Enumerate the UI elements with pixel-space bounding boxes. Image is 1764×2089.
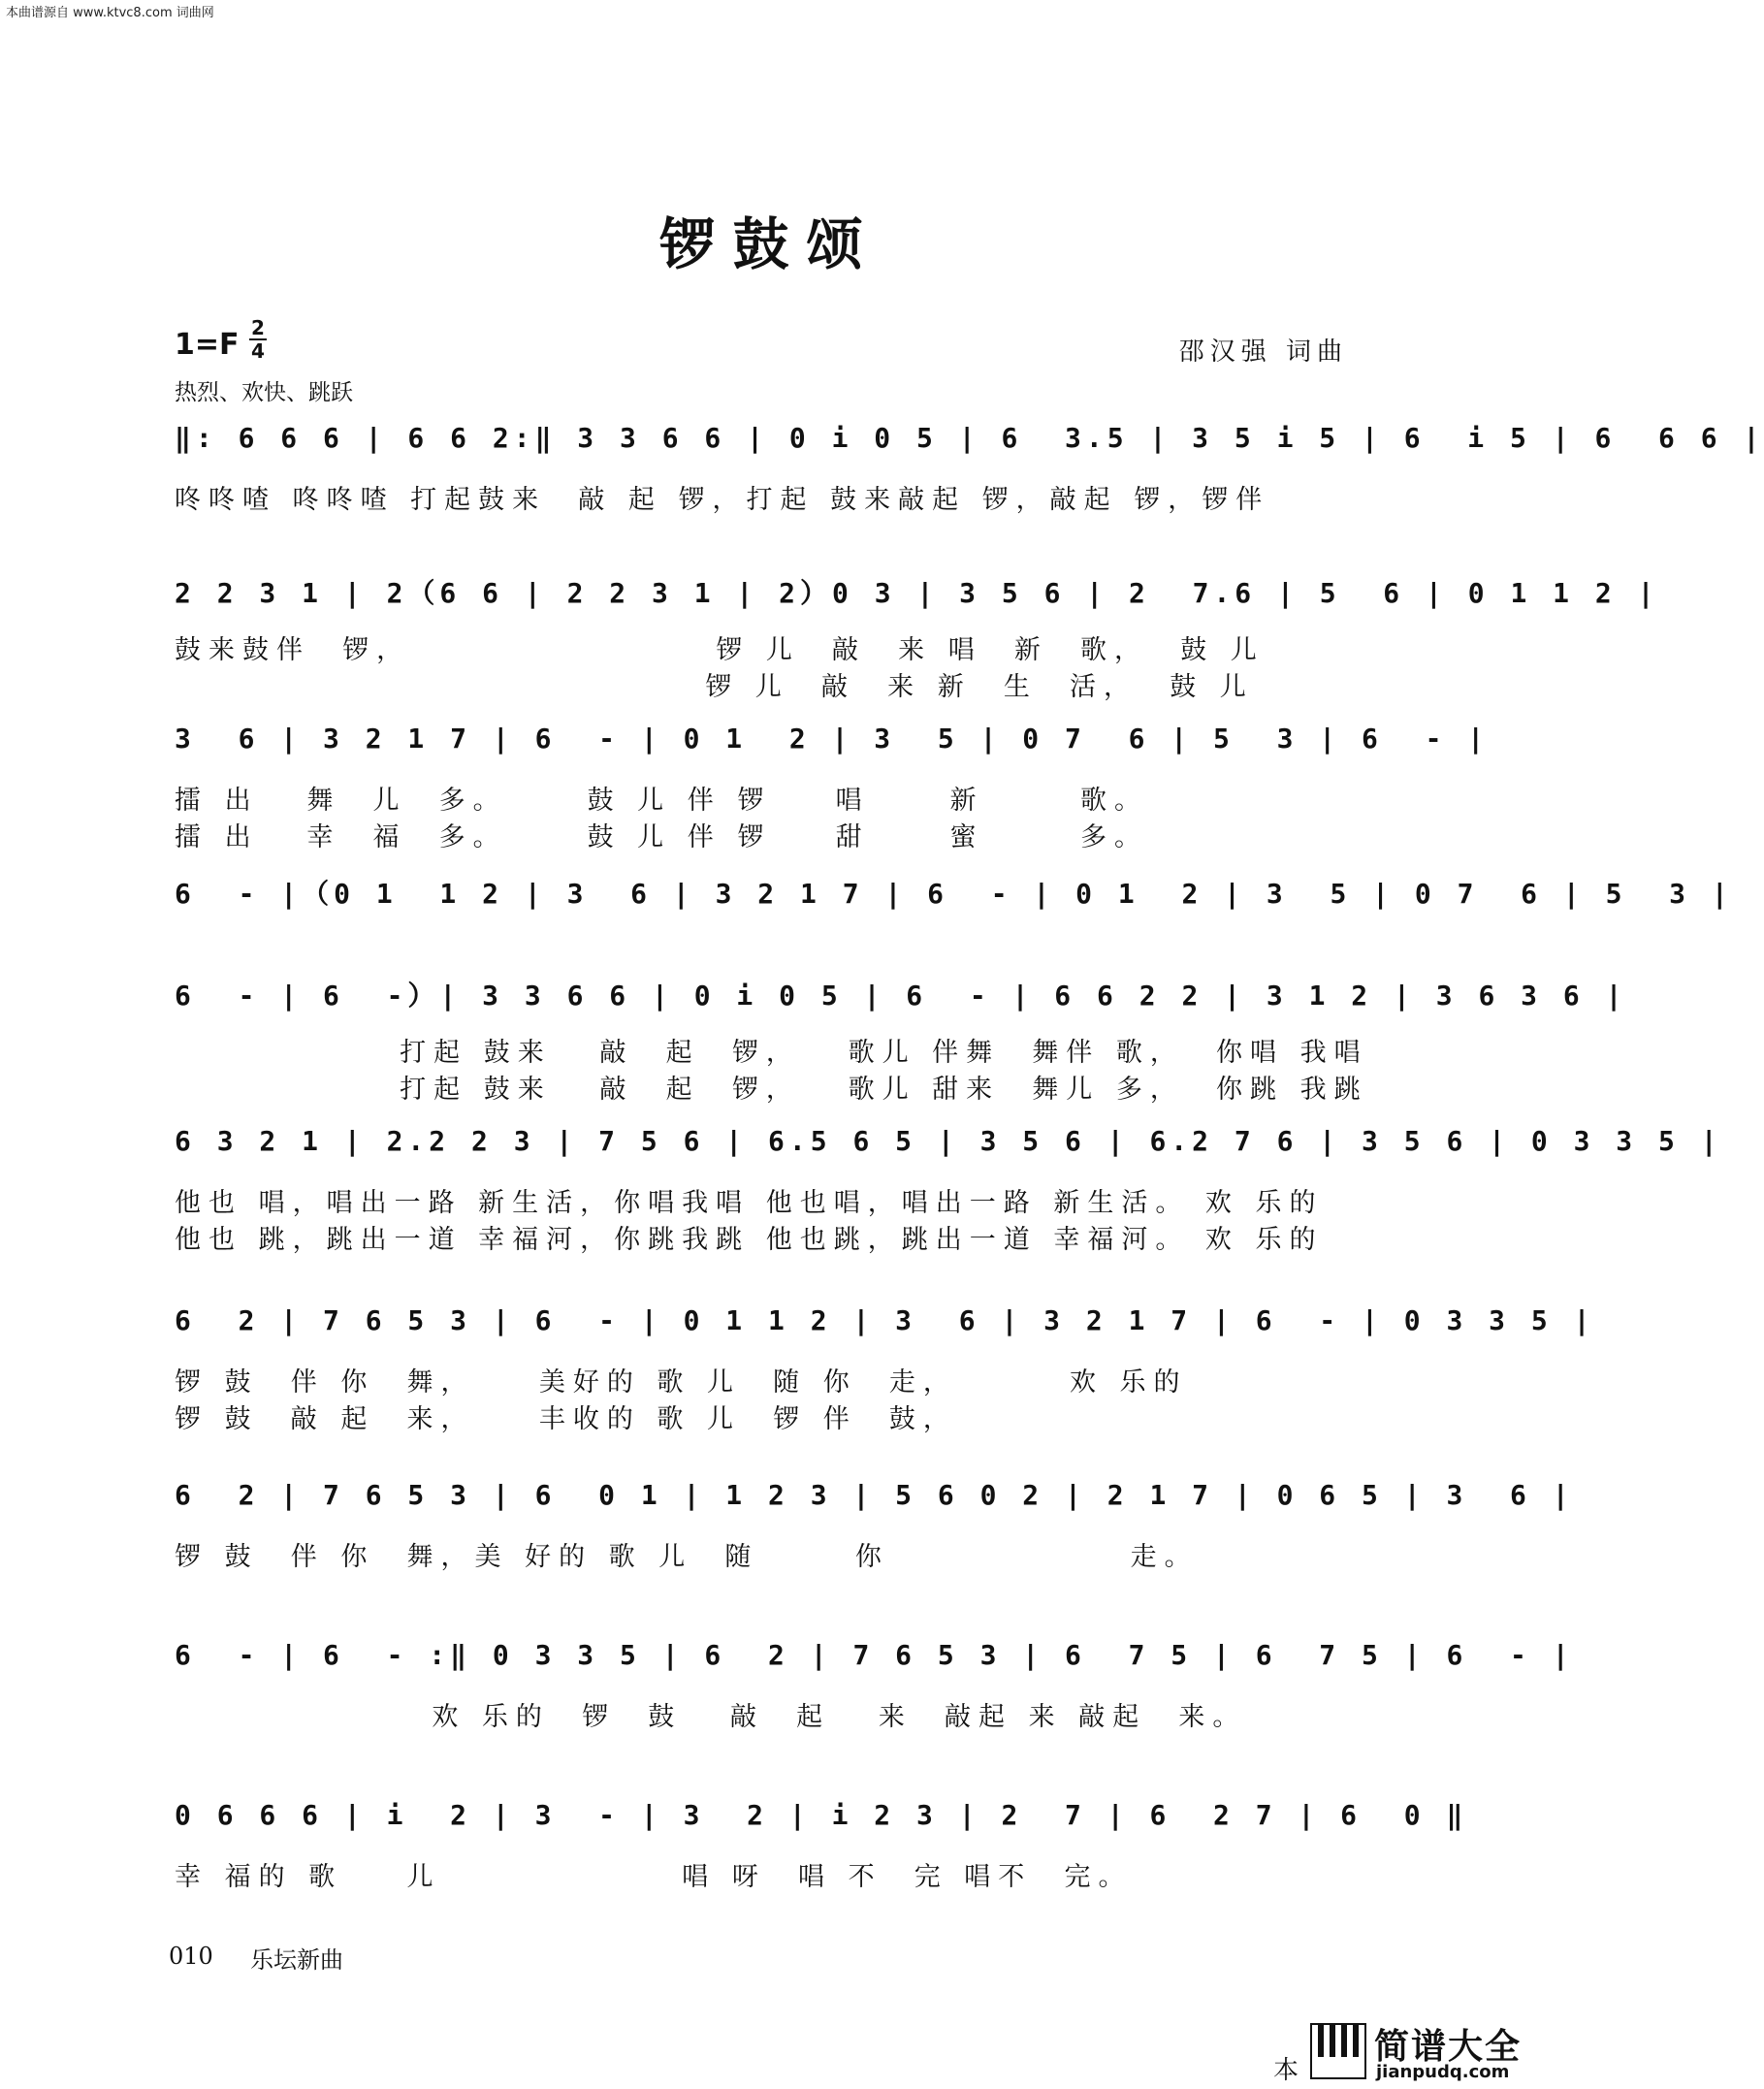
piano-keys-icon [1310,2023,1366,2079]
lyric-line: 欢 乐的 锣 鼓 敲 起 来 敲起 来 敲起 来。 [175,1702,1247,1732]
lyric-line: 鼓来鼓伴 锣， 锣 儿 敲 来 唱 新 歌， 鼓 儿 [175,635,1265,665]
song-title: 锣鼓颂 [658,211,881,277]
time-signature-top: 2 [251,316,265,339]
key-signature: 1=F [175,328,240,362]
notation-line: 6 - |（0 1 1 2 | 3 6 | 3 2 1 7 | 6 - | 0 1 2 | 3 5 | 0 7 6 | 5 3 | [175,878,1733,910]
lyric-line: 咚咚喳 咚咚喳 打起鼓来 敲 起 锣，打起 鼓来敲起 锣，敲起 锣，锣伴 [175,485,1270,515]
lyric-line: 锣 儿 敲 来 新 生 活， 鼓 儿 [175,672,1254,702]
lyric-line: 幸 福的 歌 儿 唱 呀 唱 不 完 唱不 完。 [175,1862,1133,1892]
notation-line: 2 2 3 1 | 2（6 6 | 2 2 3 1 | 2）0 3 | 3 5 6 | 2 7.6 | 5 6 | 0 1 1 2 | [175,577,1659,609]
notation-line: ‖: 6 6 6 | 6 6 2:‖ 3 3 6 6 | 0 i 0 5 | 6 3.5 | 3 5 i 5 | 6 i 5 | 6 6 6 | [175,422,1764,454]
lyric-line: 擂 出 舞 儿 多。 鼓 儿 伴 锣 唱 新 歌。 [175,786,1149,816]
composer-credit: 邵汉强 词曲 [1178,337,1348,367]
publication-name: 乐坛新曲 [250,1946,343,1974]
lyric-line: 锣 鼓 伴 你 舞， 美好的 歌 儿 随 你 走， 欢 乐的 [175,1367,1188,1398]
lyric-line: 擂 出 幸 福 多。 鼓 儿 伴 锣 甜 蜜 多。 [175,822,1149,852]
lyric-line: 打起 鼓来 敲 起 锣， 歌儿 伴舞 舞伴 歌， 你唱 我唱 [175,1038,1368,1068]
notation-line: 6 - | 6 -）| 3 3 6 6 | 0 i 0 5 | 6 - | 6 6 2 2 | 3 1 2 | 3 6 3 6 | [175,980,1627,1012]
notation-line: 3 6 | 3 2 1 7 | 6 - | 0 1 2 | 3 5 | 0 7 6 | 5 3 | 6 - | [175,723,1490,755]
notation-line: 0 6 6 6 | i 2 | 3 - | 3 2 | i 2 3 | 2 7 | 6 2 7 | 6 0 ‖ [175,1799,1468,1831]
source-note: 本曲谱源自 www.ktvc8.com 词曲网 [6,6,214,20]
time-signature [249,318,267,361]
lyric-line: 锣 鼓 敲 起 来， 丰收的 歌 儿 锣 伴 鼓， [175,1404,957,1434]
notation-line: 6 - | 6 - :‖ 0 3 3 5 | 6 2 | 7 6 5 3 | 6 7 5 | 6 7 5 | 6 - | [175,1639,1574,1671]
watermark-logo [1310,2019,1529,2085]
notation-line: 6 2 | 7 6 5 3 | 6 0 1 | 1 2 3 | 5 6 0 2 | 2 1 7 | 0 6 5 | 3 6 | [175,1479,1574,1511]
lyric-line: 打起 鼓来 敲 起 锣， 歌儿 甜来 舞儿 多， 你跳 我跳 [175,1075,1368,1105]
tempo-marking: 热烈、欢快、跳跃 [175,380,353,405]
watermark-url: jianpudq.com [1376,2062,1510,2082]
notation-line: 6 2 | 7 6 5 3 | 6 - | 0 1 1 2 | 3 6 | 3 2 1 7 | 6 - | 0 3 3 5 | [175,1304,1595,1336]
lyric-line: 他也 唱，唱出一路 新生活，你唱我唱 他也唱，唱出一路 新生活。 欢 乐的 [175,1188,1324,1218]
time-signature-bottom: 4 [251,339,265,363]
watermark-title: 简谱大全 [1374,2027,1523,2067]
lyric-line: 他也 跳，跳出一道 幸福河，你跳我跳 他也跳，跳出一道 幸福河。 欢 乐的 [175,1225,1324,1255]
notation-line: 6 3 2 1 | 2.2 2 3 | 7 5 6 | 6.5 6 5 | 3 5 6 | 6.2 7 6 | 3 5 6 | 0 3 3 5 | [175,1125,1722,1157]
lyric-line: 锣 鼓 伴 你 舞，美 好的 歌 儿 随 你 走。 [175,1542,1199,1572]
watermark-fragment: 本 [1273,2056,1299,2085]
page-number: 010 [169,1943,213,1970]
